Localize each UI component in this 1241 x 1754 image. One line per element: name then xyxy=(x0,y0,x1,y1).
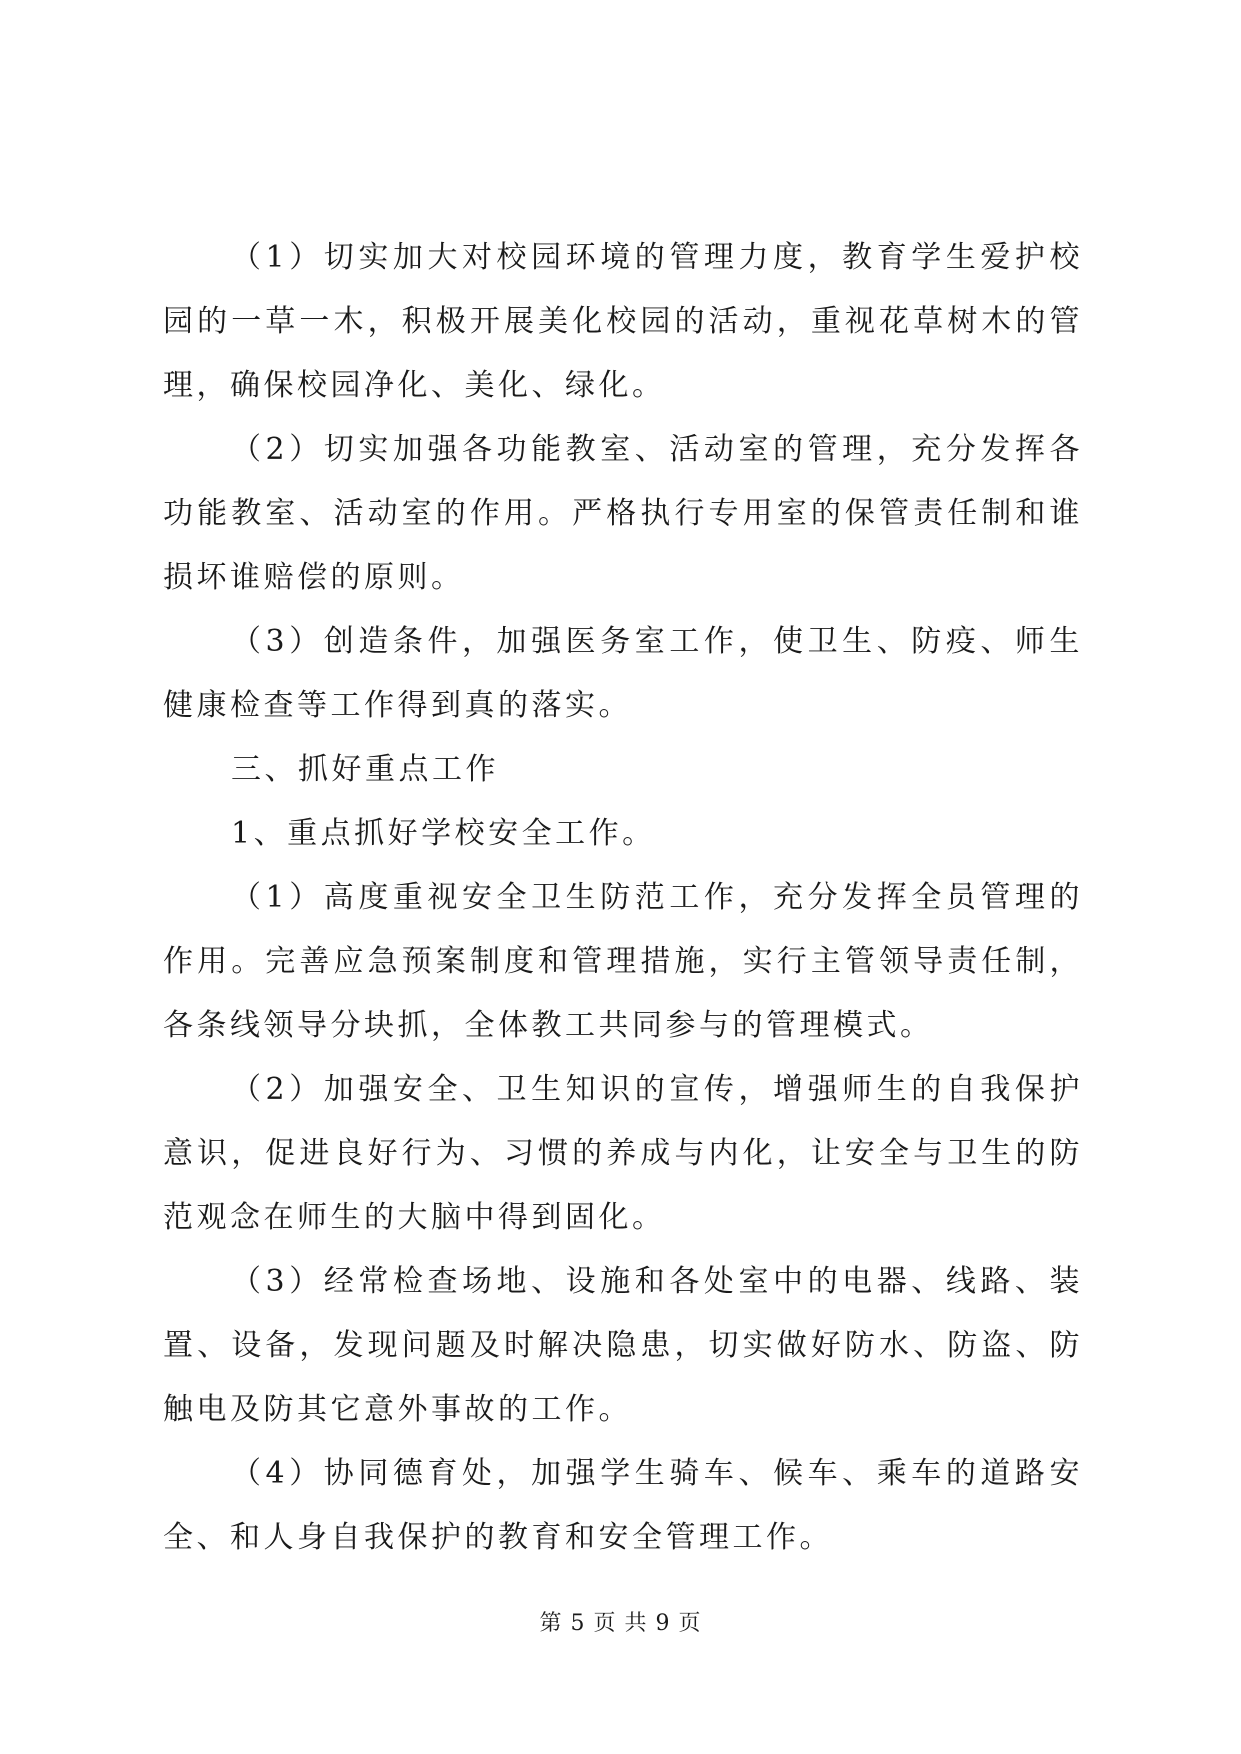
document-body xyxy=(163,226,1083,1570)
paragraph-6: （3）经常检查场地、设施和各处室中的电器、线路、装置、设备，发现问题及时解决隐患，切实做好防水、防盗、防触电及防其它意外事故的工作。 xyxy=(163,1264,1083,1427)
paragraph-3: （3）创造条件，加强医务室工作，使卫生、防疫、师生健康检查等工作得到真的落实。 xyxy=(163,624,1083,723)
paragraph-2: （2）切实加强各功能教室、活动室的管理，充分发挥各功能教室、活动室的作用。严格执行专用室的保管责任制和谁损坏谁赔偿的原则。 xyxy=(163,432,1083,595)
subsection-heading: 1、重点抓好学校安全工作。 xyxy=(231,816,656,851)
section-heading: 三、抓好重点工作 xyxy=(231,752,499,787)
paragraph-7: （4）协同德育处，加强学生骑车、候车、乘车的道路安全、和人身自我保护的教育和安全管理工作。 xyxy=(163,1456,1083,1555)
paragraph-1: （1）切实加大对校园环境的管理力度，教育学生爱护校园的一草一木，积极开展美化校园的活动，重视花草树木的管理，确保校园净化、美化、绿化。 xyxy=(163,240,1083,403)
paragraph-4: （1）高度重视安全卫生防范工作，充分发挥全员管理的作用。完善应急预案制度和管理措施，实行主管领导责任制，各条线领导分块抓，全体教工共同参与的管理模式。 xyxy=(163,880,1083,1043)
page-number-footer: 第 5 页 共 9 页 xyxy=(539,1611,702,1636)
paragraph-5: （2）加强安全、卫生知识的宣传，增强师生的自我保护意识，促进良好行为、习惯的养成与内化，让安全与卫生的防范观念在师生的大脑中得到固化。 xyxy=(163,1072,1083,1235)
